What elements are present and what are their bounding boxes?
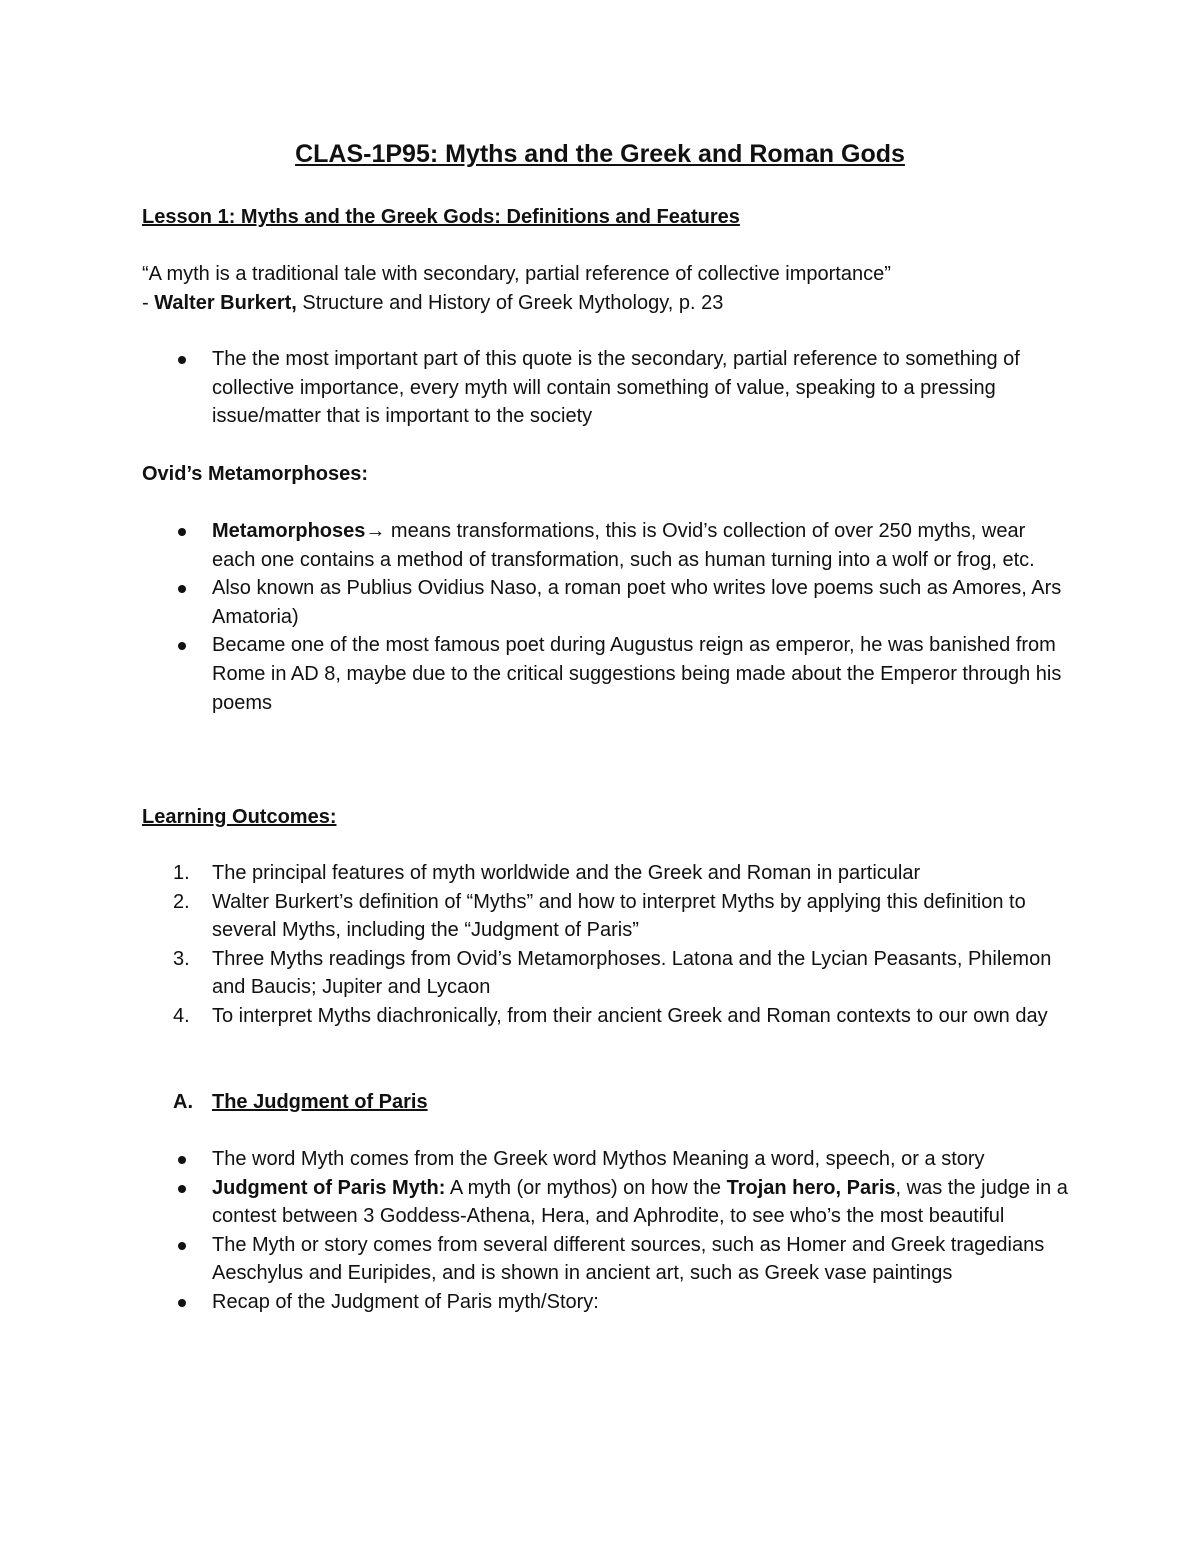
bullet-icon [178, 642, 186, 650]
list-item: The word Myth comes from the Greek word Mythos Meaning a word, speech, or a story [142, 1145, 1072, 1174]
list-item: The Myth or story comes from several different sources, such as Homer and Greek tragedians Aeschylus and Euripides, and is shown in ancient art, such as Greek vase paintings [142, 1231, 1072, 1288]
list-item: 3. Three Myths readings from Ovid’s Metamorphoses. Latona and the Lycian Peasants, Philemon and Baucis; Jupiter and Lycaon [173, 947, 1052, 999]
lesson-heading: Lesson 1: Myths and the Greek Gods: Definitions and Features [142, 206, 740, 228]
list-item: The the most important part of this quote is the secondary, partial reference to something of collective importance, every myth will contain something of value, speaking to a pressing issue/matter that is important to the society [142, 345, 1072, 431]
document-title: CLAS-1P95: Myths and the Greek and Roman Gods [295, 140, 905, 168]
quote-attribution [142, 289, 1072, 318]
list-item: Became one of the most famous poet during Augustus reign as emperor, he was banished from Rome in AD 8, maybe due to the critical suggestions being made about the Emperor through his poems [142, 631, 1072, 717]
attribution-source: Structure and History of Greek Mythology, p. 23 [296, 292, 724, 314]
bullet-icon [178, 1185, 186, 1193]
bullet-icon [178, 528, 186, 536]
section-a-title: The Judgment of Paris [212, 1091, 428, 1113]
ovid-heading: Ovid’s Metamorphoses: [142, 463, 368, 485]
section-a-heading [142, 1088, 1072, 1117]
list-item: Metamorphoses→ means transformations, this is Ovid’s collection of over 250 myths, wear each one contains a method of transformation, such as human turning into a wolf or frog, etc. [142, 517, 1072, 574]
outcomes-heading: Learning Outcomes: [142, 806, 337, 828]
attribution-prefix: - [142, 292, 155, 314]
attribution-author: Walter Burkert, [154, 292, 297, 314]
ovid-bullet-list [142, 517, 1072, 717]
bullet-icon [178, 1156, 186, 1164]
quote-bullet-list [142, 345, 1072, 431]
section-a-letter: A. [173, 1091, 193, 1113]
paris-bullet-list [142, 1145, 1072, 1317]
bullet-icon [178, 356, 186, 364]
outcomes-list [142, 859, 1072, 1031]
list-item: Also known as Publius Ovidius Naso, a roman poet who writes love poems such as Amores, Ars Amatoria) [142, 574, 1072, 631]
quote-text: “A myth is a traditional tale with secondary, partial reference of collective importance” [142, 263, 891, 285]
bullet-icon [178, 585, 186, 593]
bullet-icon [178, 1242, 186, 1250]
list-item: 1. The principal features of myth worldwide and the Greek and Roman in particular [173, 862, 921, 884]
list-item: 4. To interpret Myths diachronically, from their ancient Greek and Roman contexts to our own day [173, 1004, 1048, 1027]
list-item: 2. Walter Burkert’s definition of “Myths” and how to interpret Myths by applying this definition to several Myths, including the “Judgment of Paris” [173, 890, 1026, 942]
list-item: Recap of the Judgment of Paris myth/Story: [142, 1288, 1072, 1317]
list-item: Judgment of Paris Myth: A myth (or mythos) on how the Trojan hero, Paris, was the judge in a contest between 3 Goddess-Athena, Hera, and Aphrodite, to see who’s the most beautiful [142, 1174, 1072, 1231]
bullet-icon [178, 1299, 186, 1307]
